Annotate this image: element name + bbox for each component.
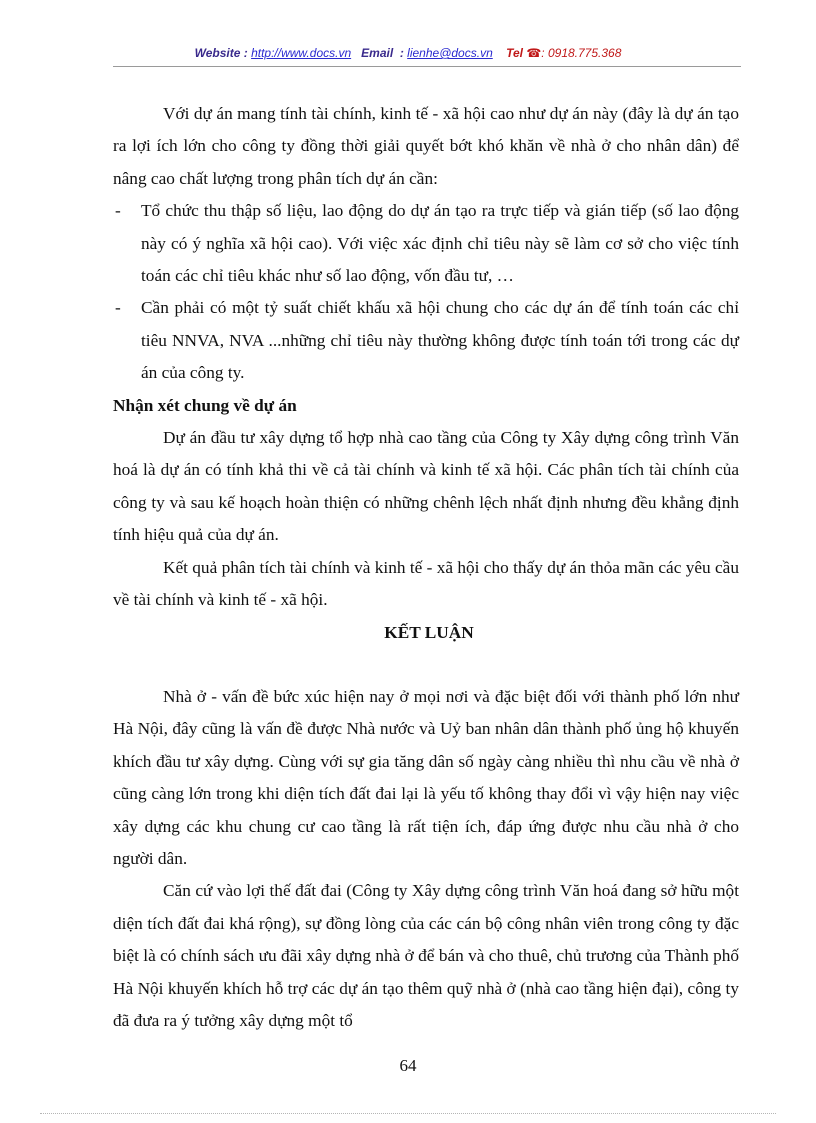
conclusion-heading: KẾT LUẬN (384, 622, 474, 642)
footer-divider (40, 1113, 776, 1114)
page-number: 64 (399, 1056, 417, 1075)
email-separator: : (399, 46, 404, 60)
bullet-text: Tổ chức thu thập số liệu, lao động do dự án tạo ra trực tiếp và gián tiếp (số lao động này có ý nghĩa xã hội cao). Với việc xác định chỉ tiêu này sẽ làm cơ sở cho việc tính toán các chỉ tiêu khác như số lao động, vốn đầu tư, … (141, 201, 739, 286)
phone-icon: ☎ (526, 46, 542, 60)
general-paragraph-1: Dự án đầu tư xây dựng tổ hợp nhà cao tầng của Công ty Xây dựng công trình Văn hoá là dự án có tính khả thi về cả tài chính và kinh tế xã hội. Các phân tích tài chính của công ty và sau kế hoạch hoàn thiện có những chênh lệch nhất định nhưng đều khẳng định tính hiệu quả của dự án. (113, 428, 739, 545)
blank-line (113, 649, 739, 681)
general-heading: Nhận xét chung về dự án (113, 395, 297, 415)
conclusion-paragraph-2: Căn cứ vào lợi thế đất đai (Công ty Xây dựng công trình Văn hoá đang sở hữu một diện tích đất đai khá rộng), sự đồng lòng của các cán bộ công nhân viên trong công ty đặc biệt là có chính sách ưu đãi xây dựng nhà ở để bán và cho thuê, chủ trương của Thành phố Hà Nội khuyến khích hỗ trợ các dự án tạo thêm quỹ nhà ở (nhà cao tầng hiện đại), công ty đã đưa ra ý tưởng xây dựng một tổ (113, 881, 739, 1030)
tel-value: : 0918.775.368 (541, 46, 622, 60)
conclusion-paragraph-1: Nhà ở - vấn đề bức xúc hiện nay ở mọi nơi và đặc biệt đối với thành phố lớn như Hà Nội, đây cũng là vấn đề được Nhà nước và Uỷ ban nhân dân thành phố ủng hộ khuyến khích đầu tư xây dựng. Cùng với sự gia tăng dân số ngày càng nhiều thì nhu cầu về nhà ở cũng càng lớn trong khi diện tích đất đai lại là yếu tố không thay đổi vì vậy hiện nay việc xây dựng các khu chung cư cao tầng là rất tiện ích, đáp ứng được nhu cầu nhà ở cho người dân. (113, 686, 739, 868)
email-label: Email (361, 46, 394, 60)
email-link[interactable]: lienhe@docs.vn (407, 46, 493, 60)
bullet-marker: - (115, 298, 121, 318)
tel-label: Tel (506, 46, 523, 60)
page-header (0, 46, 816, 60)
intro-paragraph: Với dự án mang tính tài chính, kinh tế - xã hội cao như dự án này (đây là dự án tạo ra lợi ích lớn cho công ty đồng thời giải quyết bớt khó khăn về nhà ở cho nhân dân) để nâng cao chất lượng trong phân tích dự án cần: (113, 104, 739, 188)
general-paragraph-2: Kết quả phân tích tài chính và kinh tế - xã hội cho thấy dự án thỏa mãn các yêu cầu về tài chính và kinh tế - xã hội. (113, 557, 739, 610)
bullet-text: Cần phải có một tỷ suất chiết khấu xã hội chung cho các dự án để tính toán các chỉ tiêu NNVA, NVA ...những chỉ tiêu này thường không được tính toán tới trong các dự án của công ty. (141, 298, 739, 383)
website-link[interactable]: http://www.docs.vn (251, 46, 352, 60)
list-item (113, 292, 739, 389)
document-body (113, 98, 739, 1037)
bullet-marker: - (115, 201, 121, 221)
list-item (113, 195, 739, 292)
header-divider (113, 66, 741, 67)
website-label: Website : (194, 46, 248, 60)
